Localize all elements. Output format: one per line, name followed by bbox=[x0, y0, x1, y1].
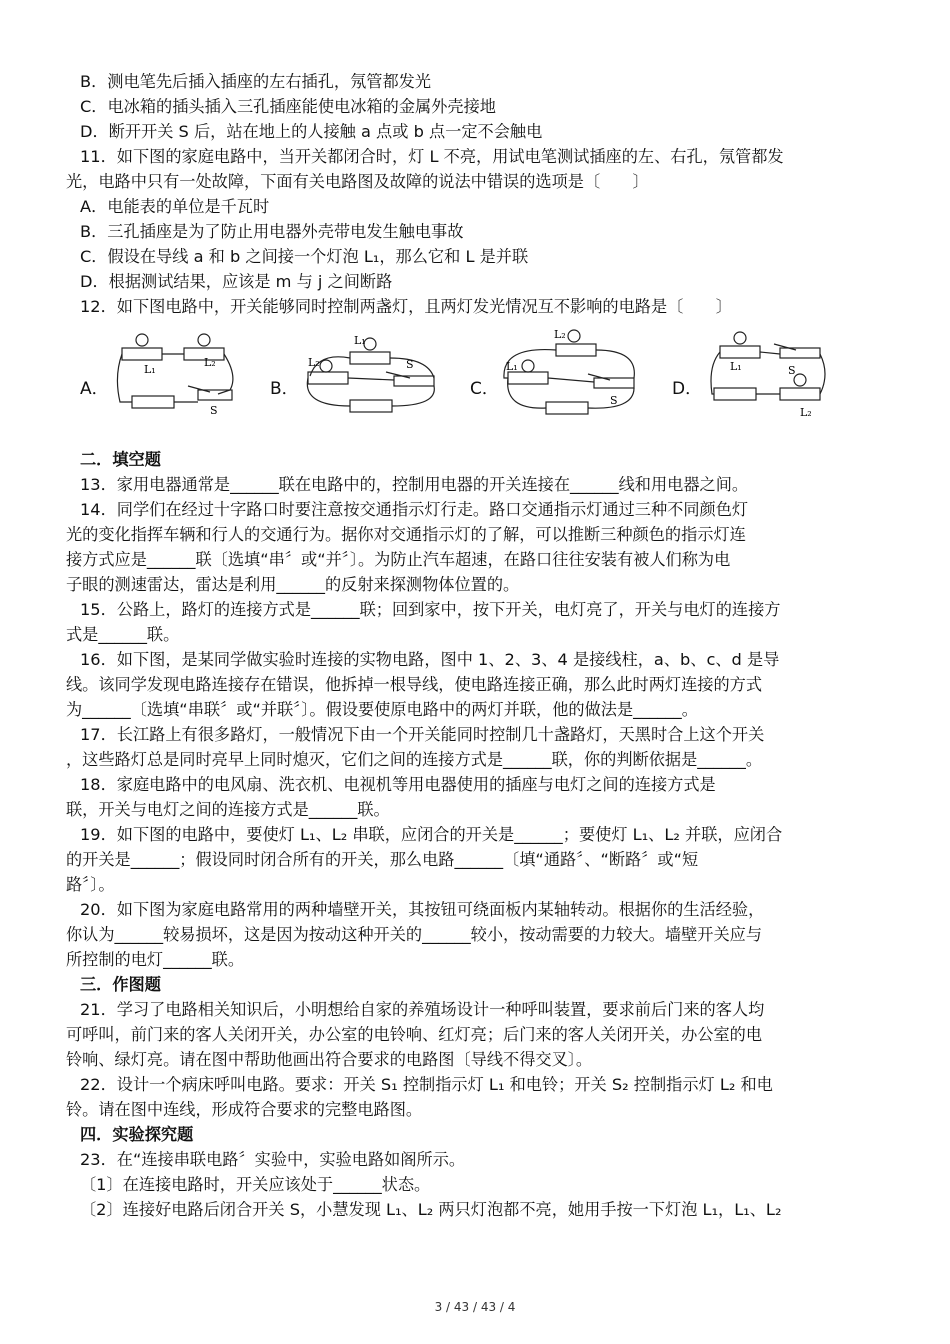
battery-icon bbox=[132, 396, 174, 408]
bulb-icon bbox=[734, 332, 746, 344]
text-line: 联，开关与电灯之间的连接方式是______联。 bbox=[66, 800, 390, 819]
bulb-icon bbox=[522, 360, 534, 372]
text-line: 13．家用电器通常是______联在电路中的，控制用电器的开关连接在______线和用电器之间。 bbox=[80, 475, 749, 494]
battery-icon bbox=[546, 402, 588, 414]
figure-label: L₂ bbox=[308, 356, 320, 369]
text-line: 14．同学们在经过十字路口时要注意按交通指示灯行走。路口交通指示灯通过三种不同颜色灯 bbox=[80, 500, 749, 519]
text-line: D．断开开关 S 后，站在地上的人接触 a 点或 b 点一定不会触电 bbox=[80, 122, 543, 141]
switch-icon bbox=[780, 348, 820, 358]
text-line: 式是______联。 bbox=[66, 625, 180, 644]
page-footer: 3 / 43 / 43 / 4 bbox=[434, 1300, 516, 1314]
section-heading: 三．作图题 bbox=[80, 975, 161, 994]
switch-icon bbox=[594, 378, 634, 388]
option-label-c: C． bbox=[470, 379, 499, 399]
section-heading: 二．填空题 bbox=[80, 450, 161, 469]
bulb-icon bbox=[364, 338, 376, 350]
figure-label: L₂ bbox=[554, 328, 566, 341]
text-line: 光的变化指挥车辆和行人的交通行为。据你对交通指示灯的了解，可以推断三种颜色的指示灯连 bbox=[66, 525, 746, 544]
text-line: 20．如下图为家庭电路常用的两种墙壁开关，其按钮可绕面板内某轴转动。根据你的生活经验， bbox=[80, 900, 765, 919]
text-line: 〔1〕在连接电路时，开关应该处于______状态。 bbox=[80, 1175, 431, 1194]
text-line: 12．如下图电路中，开关能够同时控制两盏灯，且两灯发光情况互不影响的电路是〔 〕 bbox=[80, 297, 732, 316]
text-line: 11．如下图的家庭电路中，当开关都闭合时，灯 L 不亮，用试电笔测试插座的左、右孔，氖管都发 bbox=[80, 147, 784, 166]
figure-label: L₁ bbox=[144, 363, 156, 376]
text-line: 19．如下图的电路中，要使灯 L₁、L₂ 串联，应闭合的开关是______；要使灯 L₁、L₂ 并联，应闭合 bbox=[80, 825, 783, 844]
text-line: 子眼的测速雷达，雷达是利用______的反射来探测物体位置的。 bbox=[66, 575, 520, 594]
bulb-icon bbox=[198, 334, 210, 346]
battery-icon bbox=[350, 400, 392, 412]
text-line: 22．设计一个病床呼叫电路。要求：开关 S₁ 控制指示灯 L₁ 和电铃；开关 S₂ 控制指示灯 L₂ 和电 bbox=[80, 1075, 773, 1094]
text-line: C．假设在导线 a 和 b 之间接一个灯泡 L₁，那么它和 L 是并联 bbox=[80, 247, 529, 266]
text-line: 的开关是______；假设同时闭合所有的开关，那么电路______〔填“通路〞、“断路〞或“短 bbox=[66, 850, 699, 869]
bulb-base bbox=[122, 348, 162, 360]
figure-label: L₂ bbox=[204, 356, 216, 369]
section-heading: 四．实验探究题 bbox=[80, 1125, 194, 1144]
switch-icon bbox=[394, 376, 434, 386]
text-line: A．电能表的单位是千瓦时 bbox=[80, 197, 270, 216]
figure-label: S bbox=[610, 394, 618, 407]
bulb-base bbox=[556, 344, 596, 356]
text-line: 23．在“连接串联电路〞实验中，实验电路如阁所示。 bbox=[80, 1150, 466, 1169]
figure-label: L₁ bbox=[506, 360, 518, 373]
text-line: 为______〔选填“串联〞或“并联〞〕。假设要使原电路中的两灯并联，他的做法是______。 bbox=[66, 700, 698, 719]
bulb-icon bbox=[568, 330, 580, 342]
text-line: B．三孔插座是为了防止用电器外壳带电发生触电事故 bbox=[80, 222, 464, 241]
text-line: 铃响、绿灯亮。请在图中帮助他画出符合要求的电路图〔导线不得交叉〕。 bbox=[66, 1050, 593, 1069]
figure-label: L₁ bbox=[730, 360, 742, 373]
text-line: D．根据测试结果，应该是 m 与 j 之间断路 bbox=[80, 272, 393, 291]
circuit-figure-d bbox=[704, 326, 830, 422]
text-line: 铃。请在图中连线，形成符合要求的完整电路图。 bbox=[66, 1100, 423, 1119]
text-line: 可呼叫，前门来的客人关闭开关，办公室的电铃响、红灯亮；后门来的客人关闭开关，办公室的电 bbox=[66, 1025, 763, 1044]
text-line: 16．如下图，是某同学做实验时连接的实物电路，图中 1、2、3、4 是接线柱，a、b、c、d 是导 bbox=[80, 650, 780, 669]
circuit-figure-b bbox=[298, 330, 443, 420]
text-line: 路〞〕。 bbox=[66, 875, 115, 894]
bulb-base bbox=[720, 346, 760, 358]
bulb-base bbox=[780, 388, 820, 400]
text-line: B．测电笔先后插入插座的左右插孔，氖管都发光 bbox=[80, 72, 432, 91]
bulb-icon bbox=[794, 374, 806, 386]
text-line: ，这些路灯总是同时亮早上同时熄灭，它们之间的连接方式是______联，你的判断依据是______。 bbox=[66, 750, 763, 769]
bulb-icon bbox=[320, 360, 332, 372]
bulb-base bbox=[350, 352, 390, 364]
circuit-figure-c bbox=[498, 326, 643, 422]
option-label-b: B． bbox=[270, 379, 299, 399]
figure-label: L₁ bbox=[354, 334, 366, 347]
text-line: C．电冰箱的插头插入三孔插座能使电冰箱的金属外壳接地 bbox=[80, 97, 496, 116]
circuit-figure-a bbox=[112, 326, 242, 418]
text-line: 〔2〕连接好电路后闭合开关 S，小慧发现 L₁、L₂ 两只灯泡都不亮，她用手按一下灯泡 L₁，L₁、L₂ bbox=[80, 1200, 782, 1219]
figure-label: S bbox=[406, 358, 414, 371]
figure-label: S bbox=[788, 364, 796, 377]
bulb-base bbox=[308, 372, 348, 384]
text-line: 21．学习了电路相关知识后，小明想给自家的养殖场设计一种呼叫装置，要求前后门来的客人均 bbox=[80, 1000, 765, 1019]
text-line: 光，电路中只有一处故障，下面有关电路图及故障的说法中错误的选项是〔 〕 bbox=[66, 172, 649, 191]
text-line: 你认为______较易损坏，这是因为按动这种开关的______较小，按动需要的力较大。墙壁开关应与 bbox=[66, 925, 763, 944]
option-label-d: D． bbox=[672, 379, 703, 399]
bulb-icon bbox=[136, 334, 148, 346]
text-line: 线。该同学发现电路连接存在错误，他拆掉一根导线，使电路连接正确，那么此时两灯连接的方式 bbox=[66, 675, 763, 694]
option-label-a: A． bbox=[80, 379, 109, 399]
text-line: 17．长江路上有很多路灯，一般情况下由一个开关能同时控制几十盏路灯，天黑时合上这个开关 bbox=[80, 725, 765, 744]
text-line: 15．公路上，路灯的连接方式是______联；回到家中，按下开关，电灯亮了，开关与电灯的连接方 bbox=[80, 600, 781, 619]
battery-icon bbox=[714, 388, 756, 400]
bulb-base bbox=[508, 372, 548, 384]
text-line: 所控制的电灯______联。 bbox=[66, 950, 245, 969]
text-line: 接方式应是______联〔选填“串〞或“并〞〕。为防止汽车超速，在路口往往安装有被人们称为电 bbox=[66, 550, 731, 569]
text-line: 18．家庭电路中的电风扇、洗衣机、电视机等用电器使用的插座与电灯之间的连接方式是 bbox=[80, 775, 716, 794]
figure-label: L₂ bbox=[800, 406, 812, 419]
figure-label: S bbox=[210, 404, 218, 417]
